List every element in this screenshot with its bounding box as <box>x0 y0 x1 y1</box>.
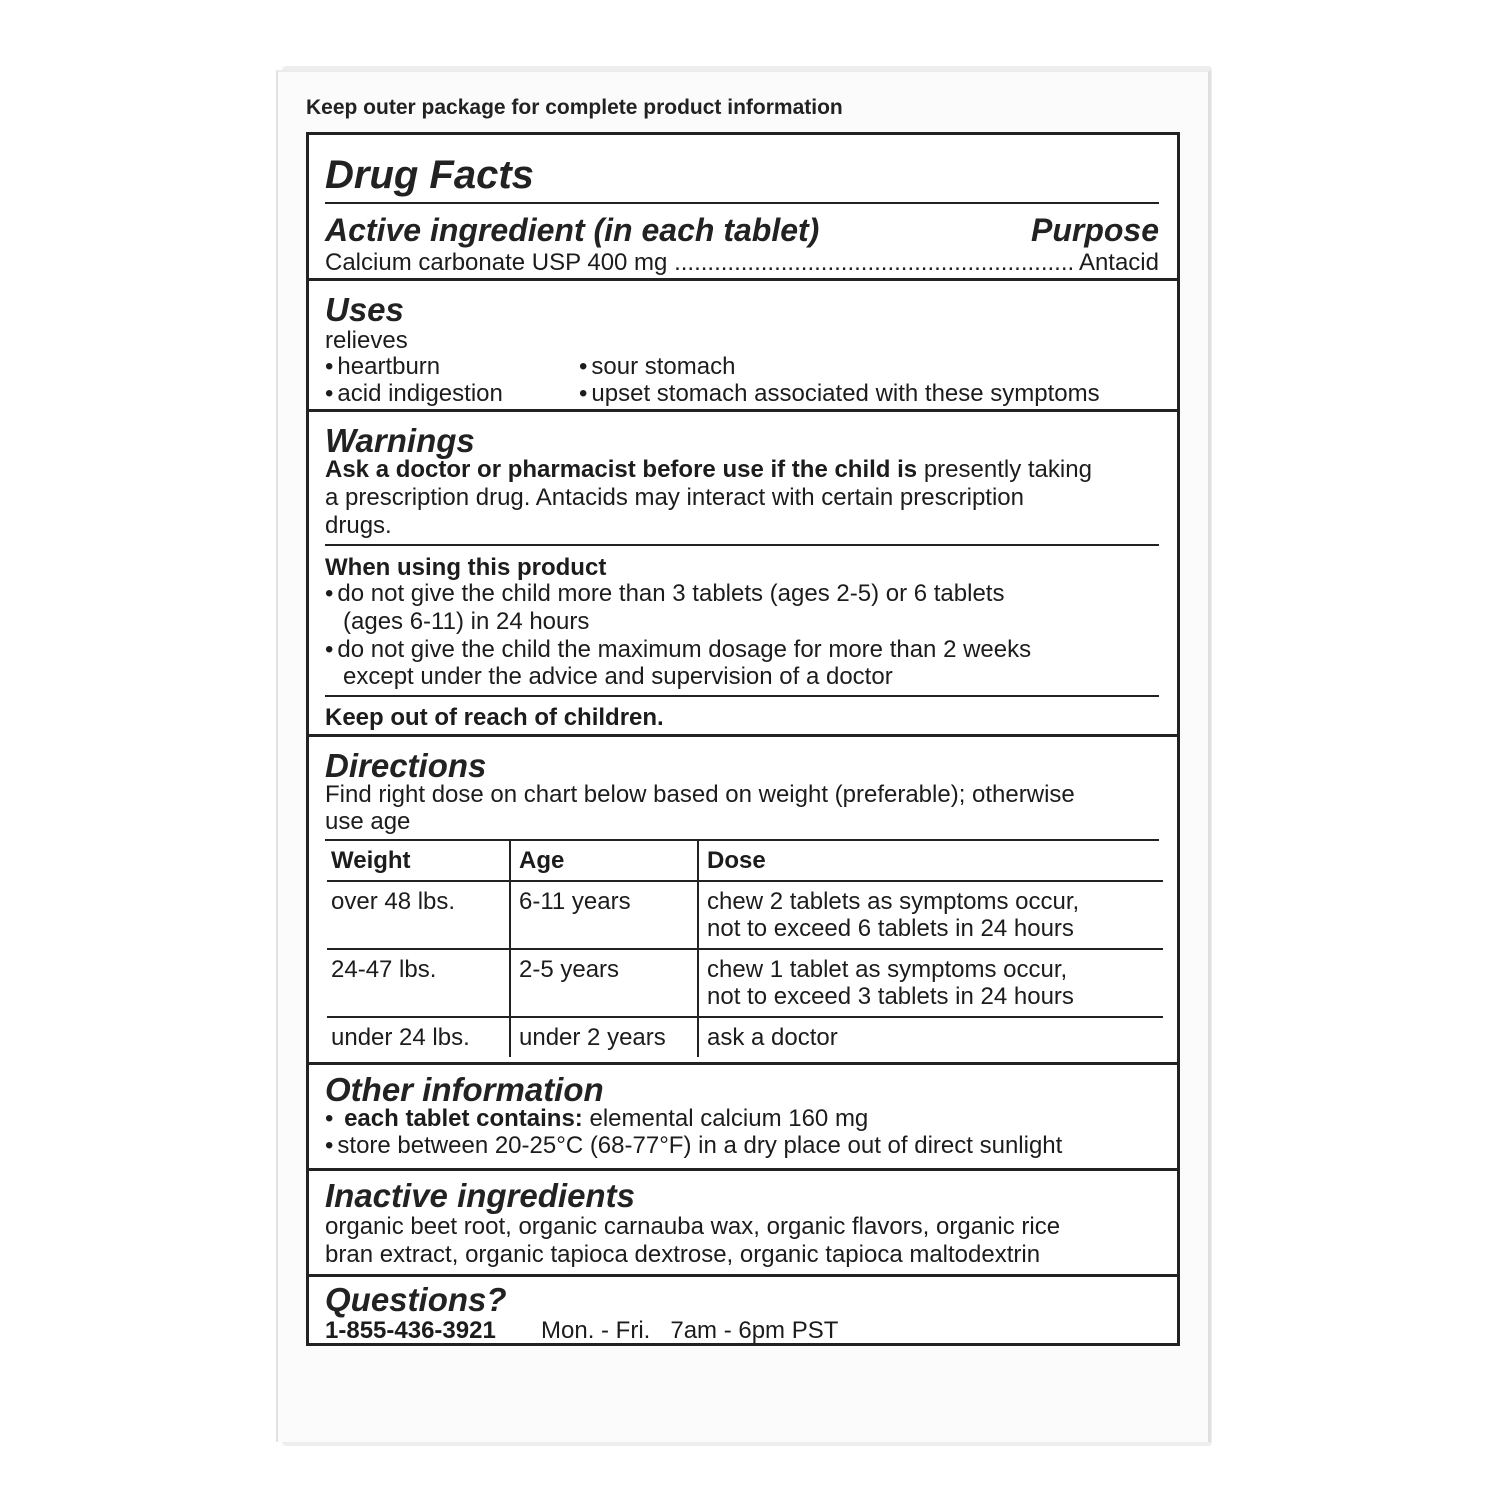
dose-line: not to exceed 6 tablets in 24 hours <box>707 915 1074 942</box>
active-ingredient <box>325 249 1074 277</box>
tablet-contains-value: elemental calcium 160 mg <box>582 1105 869 1132</box>
ask-doctor-text <box>325 456 1092 484</box>
age-cell: 2-5 years <box>510 949 698 1017</box>
warnings-section <box>309 412 1177 732</box>
purpose-value: Antacid <box>1078 249 1159 276</box>
warnings-heading: Warnings <box>325 422 475 459</box>
ask-doctor-line3: drugs. <box>325 512 392 539</box>
when-using-item-cont: (ages 6-11) in 24 hours <box>343 608 590 635</box>
package-notice: Keep outer package for complete product information <box>306 96 843 119</box>
directions-text-line2: use age <box>325 808 411 835</box>
active-ingredient-heading: Active ingredient (in each tablet) <box>325 212 820 248</box>
dose-cell <box>698 949 1163 1017</box>
inactive-ingredients-line2: bran extract, organic tapioca dextrose, organic tapioca maltodextrin <box>325 1241 1041 1268</box>
when-using-item: • do not give the child the maximum dosage for more than 2 weeks <box>325 636 1031 664</box>
ask-doctor-line2: a prescription drug. Antacids may interact with certain prescription <box>325 484 1024 511</box>
age-cell: 6-11 years <box>510 881 698 949</box>
uses-item: • acid indigestion <box>325 380 503 408</box>
column-header-dose: Dose <box>698 841 1163 881</box>
uses-item: • heartburn <box>325 353 440 381</box>
column-header-age: Age <box>510 841 698 881</box>
inactive-ingredients-line1: organic beet root, organic carnauba wax, organic flavors, organic rice <box>325 1213 1061 1240</box>
dosage-table <box>327 841 1163 1057</box>
when-using-heading: When using this product <box>325 554 607 581</box>
questions-heading: Questions? <box>325 1281 507 1318</box>
when-using-item: • do not give the child more than 3 tablets (ages 2-5) or 6 tablets <box>325 580 1004 608</box>
table-row <box>327 881 1163 949</box>
uses-heading: Uses <box>325 291 404 328</box>
dose-line: chew 2 tablets as symptoms occur, <box>707 888 1080 915</box>
tablet-contains-label: each tablet contains: <box>344 1105 583 1132</box>
weight-cell: 24-47 lbs. <box>327 949 510 1017</box>
questions-section <box>309 1277 1177 1343</box>
keep-out-of-reach: Keep out of reach of children. <box>325 704 664 731</box>
other-information-item: • store between 20-25°C (68-77°F) in a dry place out of direct sunlight <box>325 1132 1062 1160</box>
weight-cell: under 24 lbs. <box>331 1024 470 1051</box>
other-information-heading: Other information <box>325 1071 604 1108</box>
inactive-ingredients-section <box>309 1171 1177 1271</box>
questions-hours: Mon. - Fri. 7am - 6pm PST <box>541 1317 839 1344</box>
column-header-weight: Weight <box>327 841 510 881</box>
ask-doctor-line1: presently taking <box>917 456 1092 483</box>
uses-section <box>309 281 1177 409</box>
directions-heading: Directions <box>325 747 487 784</box>
when-using-item-cont: except under the advice and supervision of a doctor <box>343 663 893 690</box>
ingredient-name: Calcium carbonate USP 400 mg <box>325 249 668 276</box>
other-information-item <box>325 1105 868 1133</box>
directions-text-line1: Find right dose on chart below based on weight (preferable); otherwise <box>325 781 1075 808</box>
dose-cell: ask a doctor <box>698 1017 1163 1057</box>
questions-phone: 1-855-436-3921 <box>325 1317 496 1344</box>
ask-doctor-bold: Ask a doctor or pharmacist before use if the child is <box>325 456 918 483</box>
uses-item: • sour stomach <box>579 353 735 381</box>
uses-item: • upset stomach associated with these symptoms <box>579 380 1100 408</box>
directions-section <box>309 737 1177 1067</box>
drug-facts-panel <box>306 132 1180 1346</box>
dot-leader: ............................................................ <box>674 249 1075 276</box>
weight-cell: over 48 lbs. <box>327 881 510 949</box>
dose-cell <box>698 881 1163 949</box>
inactive-ingredients-heading: Inactive ingredients <box>325 1177 635 1214</box>
table-row <box>327 1017 1163 1057</box>
age-cell: under 2 years <box>510 1017 698 1057</box>
uses-intro: relieves <box>325 327 408 354</box>
dose-line: chew 1 tablet as symptoms occur, <box>707 956 1068 983</box>
drug-facts-header <box>309 149 1177 289</box>
table-row <box>327 949 1163 1017</box>
purpose-heading: Purpose <box>1030 212 1159 248</box>
dose-line: not to exceed 3 tablets in 24 hours <box>707 983 1074 1010</box>
drug-facts-title: Drug Facts <box>325 153 534 197</box>
other-information-section <box>309 1065 1177 1165</box>
